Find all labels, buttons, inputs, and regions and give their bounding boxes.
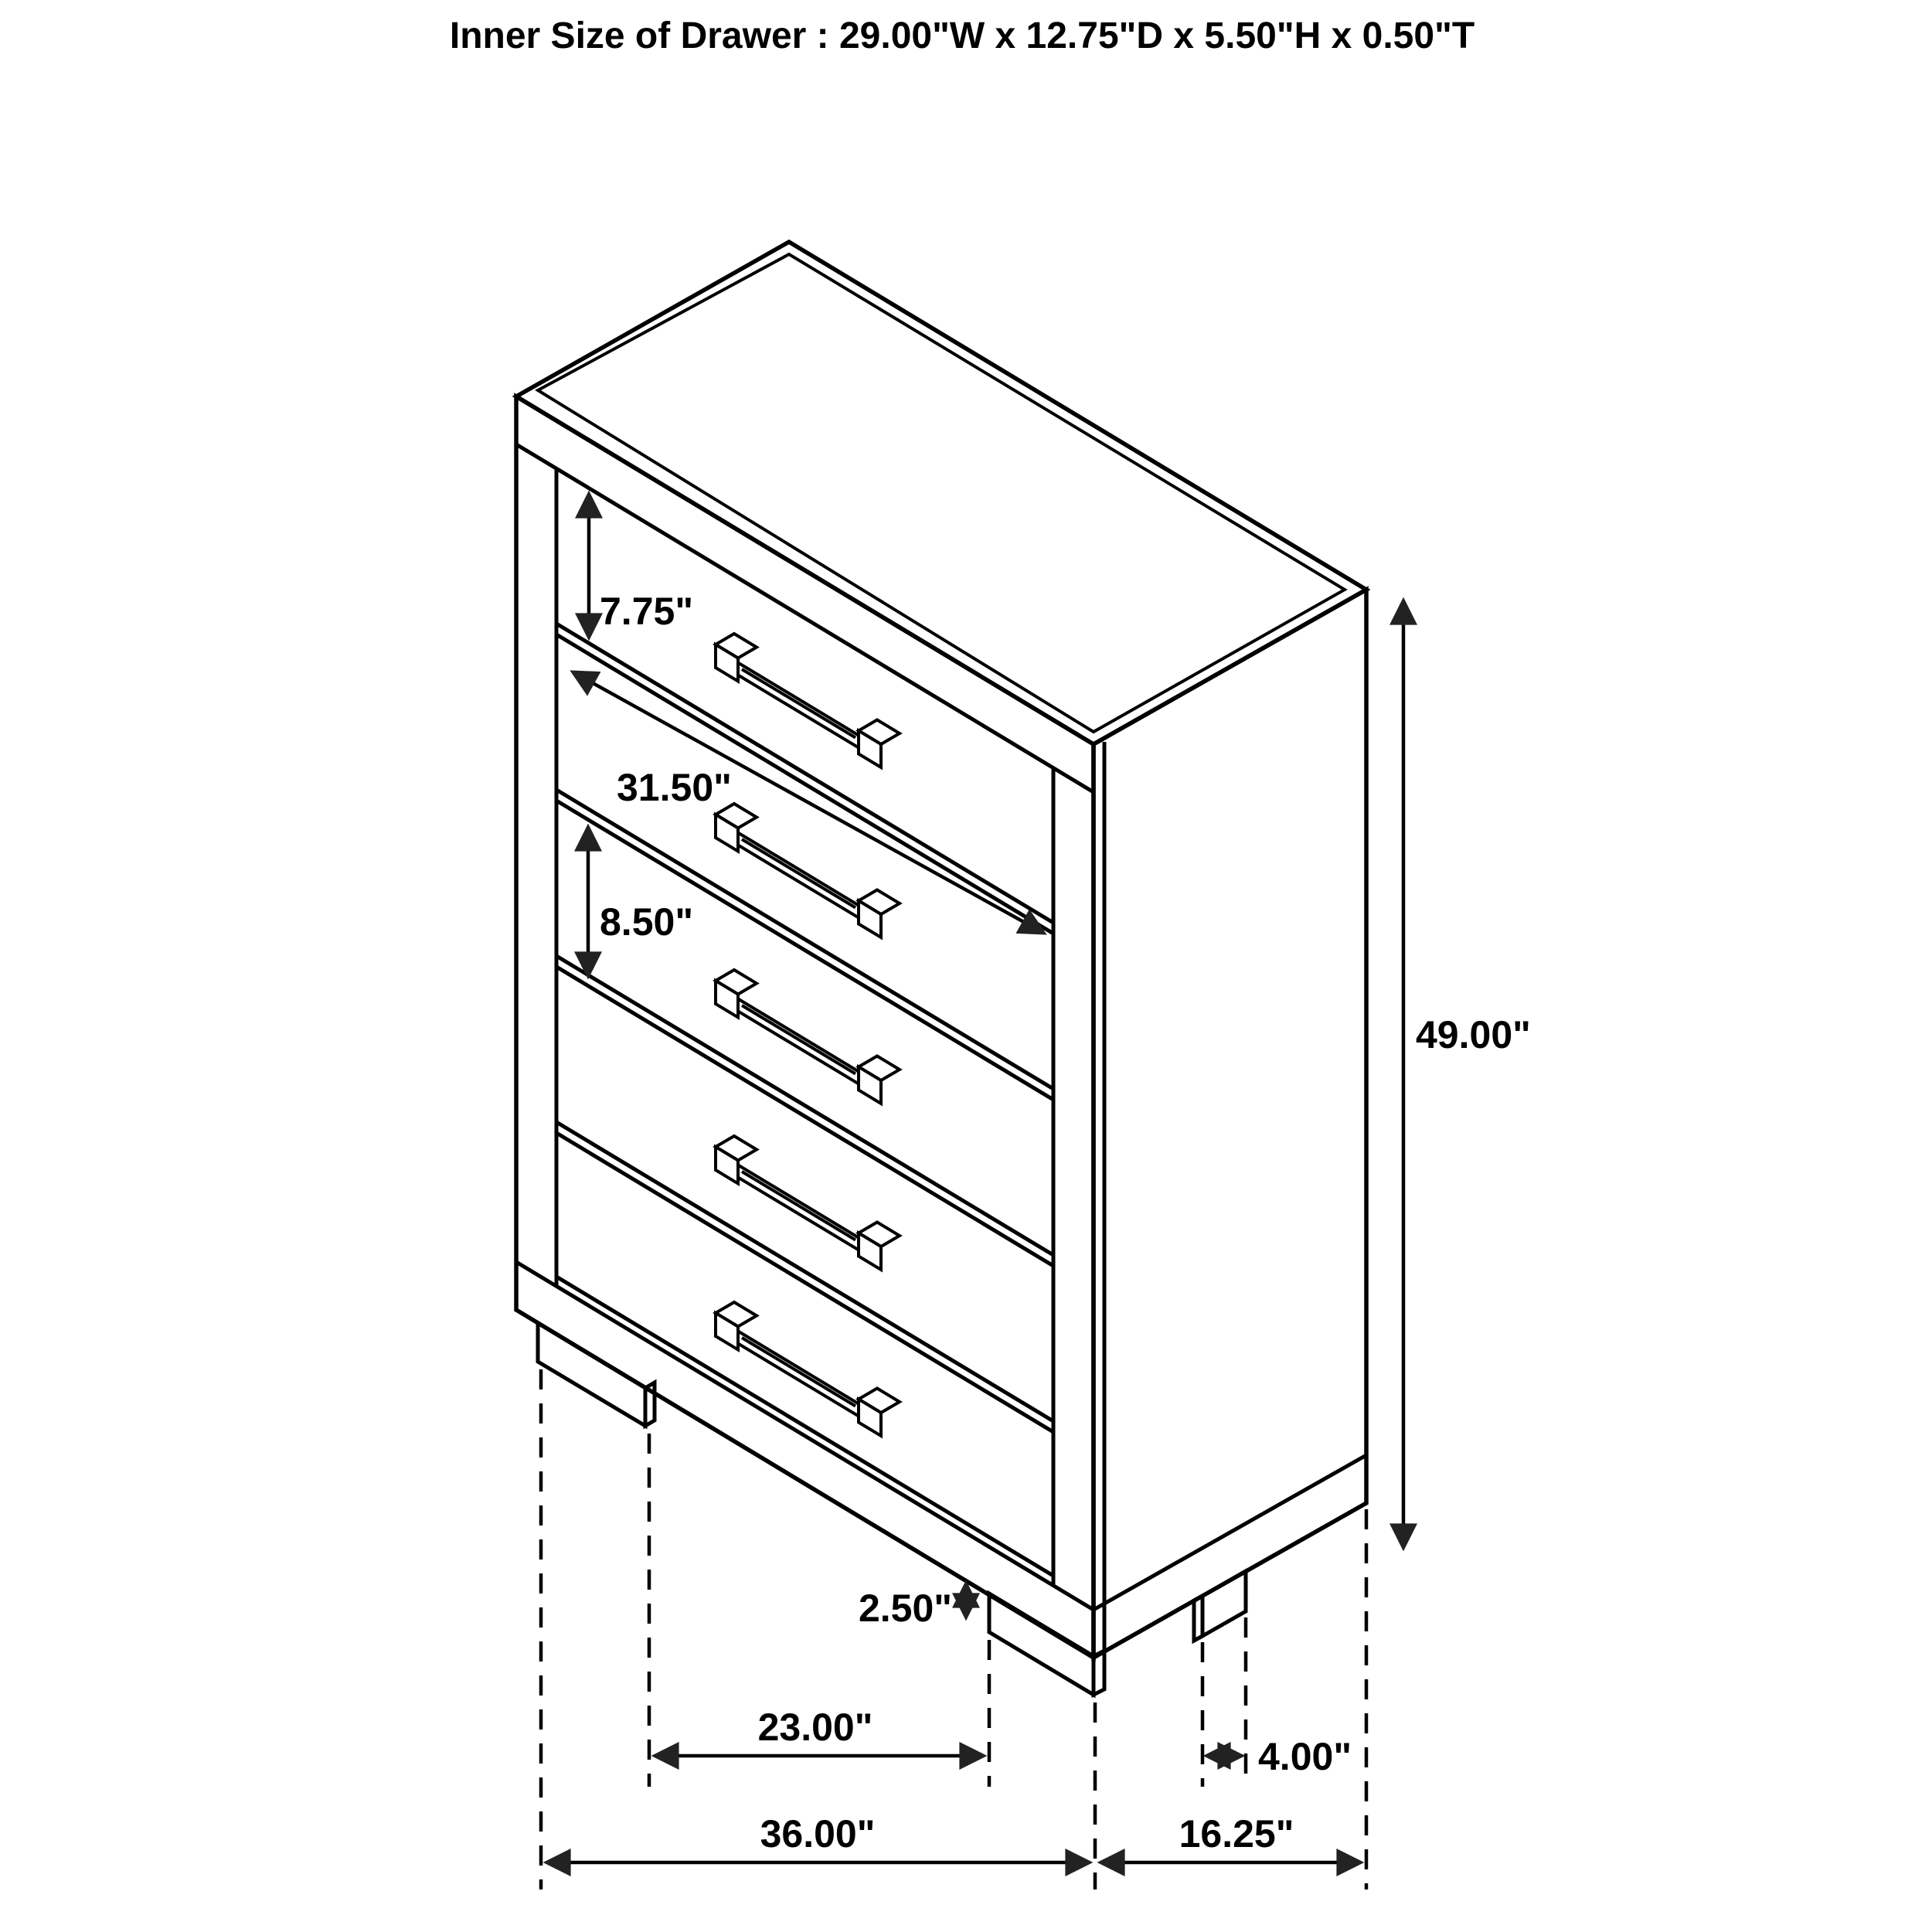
chest-top-face-inner-edge [538,254,1345,732]
side-back-leg [1194,1571,1246,1641]
front-left-leg [538,1323,655,1426]
dim-lower-drawer-height-label: 8.50" [600,900,694,944]
drawer-3-top-edge [556,801,1053,1100]
dim-overall-depth-label: 16.25" [1179,1812,1294,1855]
dim-overall-height [1403,601,1531,1547]
dim-top-drawer-height-label: 7.75" [600,590,694,633]
dim-side-leg-width [1207,1735,1352,1778]
dim-base-rail-height [859,1584,966,1630]
bottom-rail-top-edge [516,1262,1094,1610]
dim-front-leg-spacing [655,1706,983,1756]
front-right-leg [989,1594,1104,1695]
drawer-5-top-edge [556,1133,1053,1432]
dim-side-leg-width-label: 4.00" [1258,1735,1352,1778]
dim-drawer-front-width-label: 31.50" [617,766,732,809]
diagram-title: Inner Size of Drawer : 29.00"W x 12.75"D x 5.50"H x 0.50"T [449,15,1475,56]
dim-top-drawer-height [589,495,693,637]
chest-top-face [516,242,1366,744]
chest-side-face [1094,590,1366,1658]
dim-overall-width [547,1812,1089,1862]
dim-overall-width-label: 36.00" [760,1812,876,1855]
chest-front-face [516,396,1094,1658]
side-base-rail-top-edge [1094,1455,1366,1610]
dim-overall-depth [1101,1812,1360,1862]
drawer-5-bottom-edge [556,1277,1053,1576]
dim-front-leg-spacing-label: 23.00" [757,1706,873,1749]
chest-isometric-drawing [516,242,1366,1695]
drawer-4-top-edge [556,967,1053,1266]
dim-overall-height-label: 49.00" [1416,1013,1531,1056]
dim-base-rail-height-label: 2.50" [858,1587,952,1630]
